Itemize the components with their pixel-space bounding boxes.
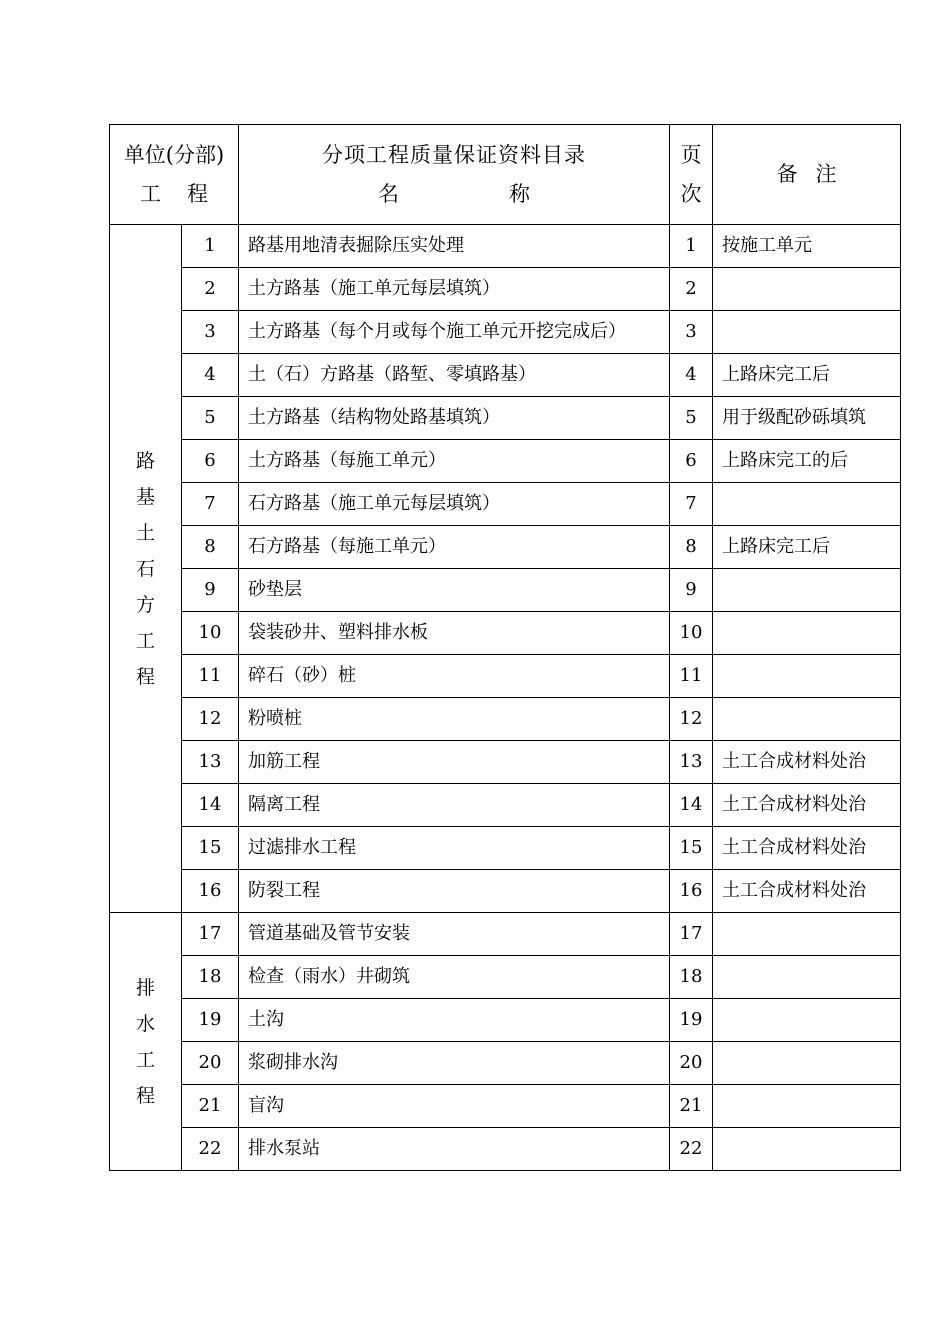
page-number-cell: 2 xyxy=(670,268,713,311)
remark-cell xyxy=(713,483,901,526)
remark-cell: 土工合成材料处治 xyxy=(713,827,901,870)
page-number-cell: 15 xyxy=(670,827,713,870)
page-number-cell: 5 xyxy=(670,397,713,440)
item-name-cell: 土（石）方路基（路堑、零填路基） xyxy=(239,354,670,397)
table-row xyxy=(110,397,901,440)
row-number-cell: 7 xyxy=(182,483,239,526)
item-name-cell: 浆砌排水沟 xyxy=(239,1042,670,1085)
remark-cell: 按施工单元 xyxy=(713,225,901,268)
table-row xyxy=(110,1085,901,1128)
group-name: 路基土石方工程 xyxy=(135,449,155,688)
page-number-cell: 12 xyxy=(670,698,713,741)
item-name-cell: 过滤排水工程 xyxy=(239,827,670,870)
remark-cell: 土工合成材料处治 xyxy=(713,870,901,913)
item-name-cell: 排水泵站 xyxy=(239,1128,670,1171)
remark-cell xyxy=(713,655,901,698)
item-name-cell: 土方路基（每个月或每个施工单元开挖完成后） xyxy=(239,311,670,354)
header-page-line2: 次 xyxy=(680,181,702,206)
header-page-line1: 页 xyxy=(680,142,702,167)
table-row xyxy=(110,999,901,1042)
header-name-line2: 名称 xyxy=(378,181,640,206)
row-number-cell: 3 xyxy=(182,311,239,354)
table-row xyxy=(110,225,901,268)
page-number-cell: 19 xyxy=(670,999,713,1042)
remark-cell xyxy=(713,1042,901,1085)
page-number-cell: 17 xyxy=(670,913,713,956)
item-name-cell: 碎石（砂）桩 xyxy=(239,655,670,698)
group-name-cell xyxy=(110,225,182,913)
item-name-cell: 加筋工程 xyxy=(239,741,670,784)
row-number-cell: 13 xyxy=(182,741,239,784)
table-row xyxy=(110,827,901,870)
table-row xyxy=(110,870,901,913)
item-name-cell: 粉喷桩 xyxy=(239,698,670,741)
remark-cell xyxy=(713,956,901,999)
item-name-cell: 防裂工程 xyxy=(239,870,670,913)
row-number-cell: 12 xyxy=(182,698,239,741)
header-row xyxy=(110,125,901,225)
remark-cell xyxy=(713,698,901,741)
table-row xyxy=(110,1128,901,1171)
page-number-cell: 9 xyxy=(670,569,713,612)
row-number-cell: 21 xyxy=(182,1085,239,1128)
row-number-cell: 14 xyxy=(182,784,239,827)
table-row xyxy=(110,440,901,483)
row-number-cell: 18 xyxy=(182,956,239,999)
row-number-cell: 5 xyxy=(182,397,239,440)
row-number-cell: 11 xyxy=(182,655,239,698)
row-number-cell: 10 xyxy=(182,612,239,655)
table-row xyxy=(110,655,901,698)
item-name-cell: 土方路基（每施工单元） xyxy=(239,440,670,483)
table-row xyxy=(110,526,901,569)
item-name-cell: 盲沟 xyxy=(239,1085,670,1128)
group-name-cell xyxy=(110,913,182,1171)
item-name-cell: 土方路基（结构物处路基填筑） xyxy=(239,397,670,440)
row-number-cell: 20 xyxy=(182,1042,239,1085)
item-name-cell: 路基用地清表掘除压实处理 xyxy=(239,225,670,268)
page-number-cell: 3 xyxy=(670,311,713,354)
page-number-cell: 4 xyxy=(670,354,713,397)
page-number-cell: 1 xyxy=(670,225,713,268)
table-row xyxy=(110,1042,901,1085)
remark-cell: 土工合成材料处治 xyxy=(713,784,901,827)
page-number-cell: 14 xyxy=(670,784,713,827)
table-row xyxy=(110,569,901,612)
table-row xyxy=(110,268,901,311)
page-number-cell: 13 xyxy=(670,741,713,784)
remark-cell: 土工合成材料处治 xyxy=(713,741,901,784)
table-row xyxy=(110,354,901,397)
row-number-cell: 1 xyxy=(182,225,239,268)
remark-cell xyxy=(713,311,901,354)
header-remark-cell: 备注 xyxy=(713,125,901,225)
item-name-cell: 石方路基（施工单元每层填筑） xyxy=(239,483,670,526)
remark-cell xyxy=(713,268,901,311)
remark-cell xyxy=(713,612,901,655)
item-name-cell: 砂垫层 xyxy=(239,569,670,612)
table-row xyxy=(110,741,901,784)
header-unit-line2: 工程 xyxy=(140,181,234,206)
table-row xyxy=(110,784,901,827)
remark-cell: 上路床完工后 xyxy=(713,526,901,569)
page-number-cell: 7 xyxy=(670,483,713,526)
page-number-cell: 20 xyxy=(670,1042,713,1085)
remark-cell xyxy=(713,999,901,1042)
table-row xyxy=(110,311,901,354)
page-number-cell: 11 xyxy=(670,655,713,698)
table-row xyxy=(110,483,901,526)
row-number-cell: 6 xyxy=(182,440,239,483)
row-number-cell: 2 xyxy=(182,268,239,311)
remark-cell xyxy=(713,913,901,956)
table-row xyxy=(110,956,901,999)
table-row xyxy=(110,698,901,741)
header-name-cell xyxy=(239,125,670,225)
remark-cell: 用于级配砂砾填筑 xyxy=(713,397,901,440)
page-number-cell: 6 xyxy=(670,440,713,483)
page-number-cell: 18 xyxy=(670,956,713,999)
item-name-cell: 土方路基（施工单元每层填筑） xyxy=(239,268,670,311)
row-number-cell: 17 xyxy=(182,913,239,956)
row-number-cell: 4 xyxy=(182,354,239,397)
header-unit-line1: 单位(分部) xyxy=(123,142,225,167)
item-name-cell: 管道基础及管节安装 xyxy=(239,913,670,956)
remark-cell xyxy=(713,1085,901,1128)
item-name-cell: 土沟 xyxy=(239,999,670,1042)
header-unit-cell xyxy=(110,125,239,225)
group-name: 排水工程 xyxy=(135,976,155,1107)
item-name-cell: 检查（雨水）井砌筑 xyxy=(239,956,670,999)
row-number-cell: 16 xyxy=(182,870,239,913)
page-number-cell: 10 xyxy=(670,612,713,655)
table-row xyxy=(110,612,901,655)
remark-cell xyxy=(713,569,901,612)
page-number-cell: 8 xyxy=(670,526,713,569)
row-number-cell: 15 xyxy=(182,827,239,870)
page-number-cell: 21 xyxy=(670,1085,713,1128)
row-number-cell: 22 xyxy=(182,1128,239,1171)
header-page-cell xyxy=(670,125,713,225)
quality-documents-catalog-table xyxy=(109,124,901,1171)
row-number-cell: 9 xyxy=(182,569,239,612)
table-row xyxy=(110,913,901,956)
remark-cell xyxy=(713,1128,901,1171)
remark-cell: 上路床完工的后 xyxy=(713,440,901,483)
page-number-cell: 22 xyxy=(670,1128,713,1171)
page-number-cell: 16 xyxy=(670,870,713,913)
item-name-cell: 石方路基（每施工单元） xyxy=(239,526,670,569)
remark-cell: 上路床完工后 xyxy=(713,354,901,397)
header-name-line1: 分项工程质量保证资料目录 xyxy=(322,142,586,167)
row-number-cell: 8 xyxy=(182,526,239,569)
item-name-cell: 袋装砂井、塑料排水板 xyxy=(239,612,670,655)
row-number-cell: 19 xyxy=(182,999,239,1042)
item-name-cell: 隔离工程 xyxy=(239,784,670,827)
